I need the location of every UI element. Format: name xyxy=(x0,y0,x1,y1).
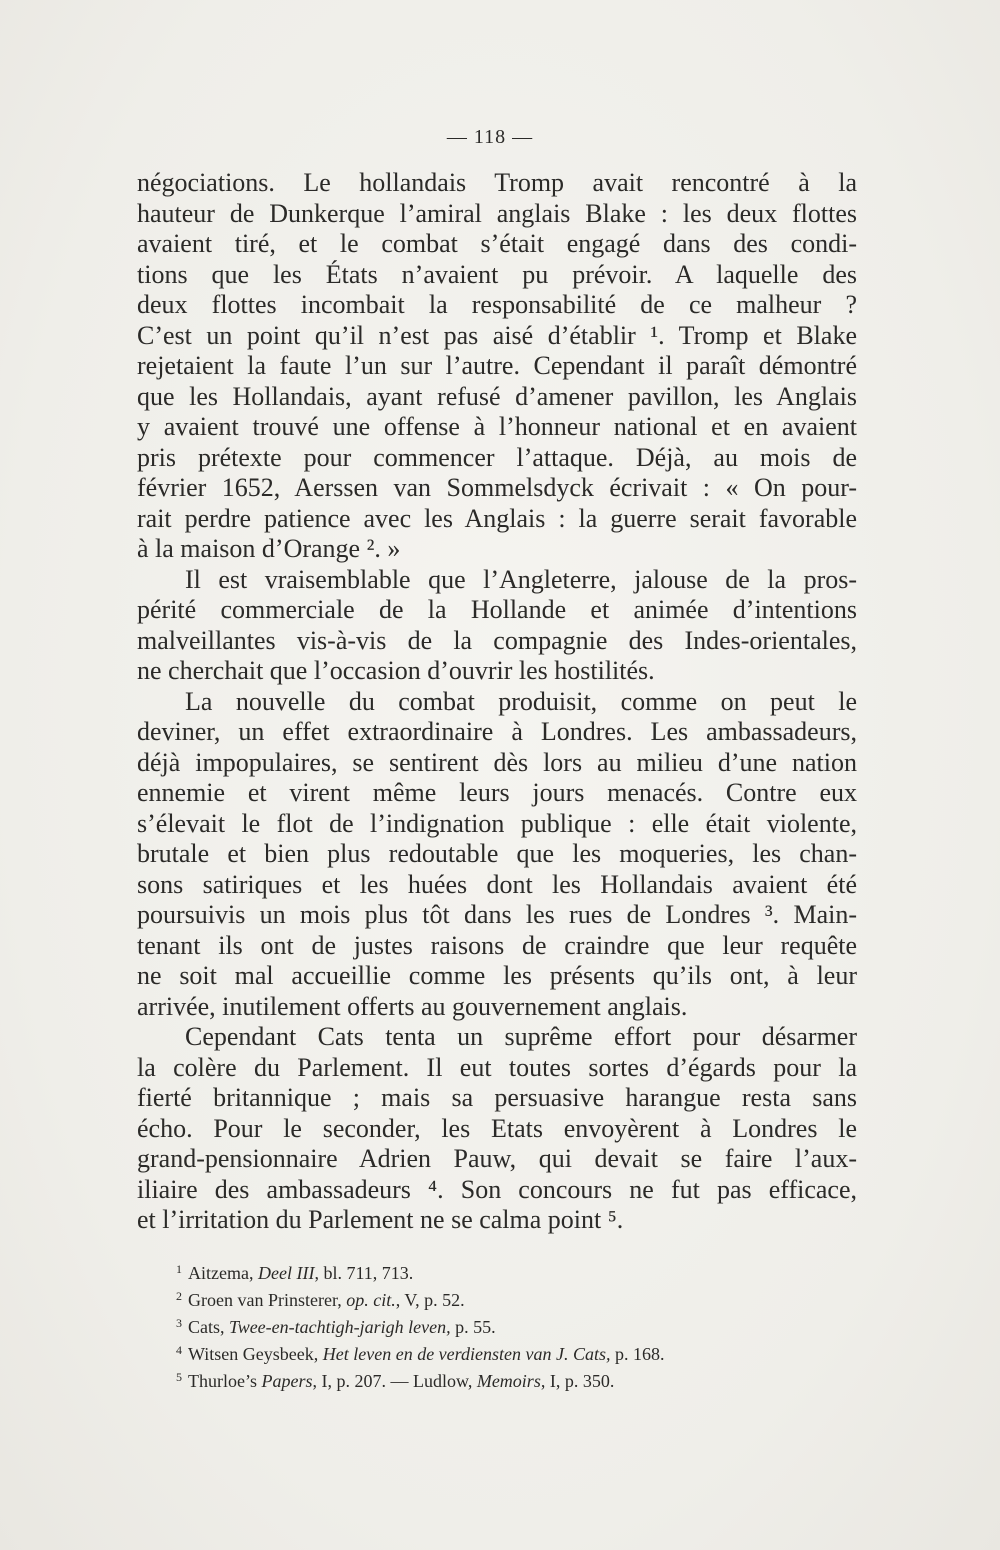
footnote-text: , V, p. 52. xyxy=(395,1290,465,1310)
footnote-text: , bl. 711, 713. xyxy=(314,1263,414,1283)
text-line: C’est un point qu’il n’est pas aisé d’établir ¹. Tromp et Blake xyxy=(137,320,857,350)
footnote-title: Deel III xyxy=(257,1263,315,1283)
text-line: Cependant Cats tenta un suprême effort pour désarmer xyxy=(185,1022,857,1051)
text-line: ne cherchait que l’occasion d’ouvrir les hostilités. xyxy=(137,656,655,685)
footnote-text: p. 168. xyxy=(610,1344,665,1364)
text-line: y avaient trouvé une offense à l’honneur national et en avaient xyxy=(137,412,857,441)
text-line: tions que les États n’avaient pu prévoir. A laquelle des xyxy=(137,259,857,289)
footnotes xyxy=(176,1260,876,1395)
text-line: sons satiriques et les huées dont les Hollandais avaient été xyxy=(137,869,857,899)
footnote-text: p. 55. xyxy=(450,1317,496,1337)
text-line: écho. Pour le seconder, les Etats envoyèrent à Londres le xyxy=(137,1113,857,1143)
footnote-text: , I, p. 350. xyxy=(540,1371,615,1391)
text-line: fierté britannique ; mais sa persuasive harangue resta sans xyxy=(137,1083,857,1112)
footnote-number: 2 xyxy=(176,1289,182,1303)
text-line: tenant ils ont de justes raisons de craindre que leur requête xyxy=(137,930,857,960)
footnote xyxy=(176,1314,876,1341)
text-line: à la maison d’Orange ². » xyxy=(137,534,401,563)
text-line: La nouvelle du combat produisit, comme on peut le xyxy=(185,686,857,716)
footnote-title: Het leven en de verdiensten van J. Cats, xyxy=(322,1344,611,1364)
text-line: que les Hollandais, ayant refusé d’amener pavillon, les Anglais xyxy=(137,381,857,411)
body-text xyxy=(137,168,857,1236)
text-line: périté commerciale de la Hollande et animée d’intentions xyxy=(137,595,857,624)
footnote-title: op. cit. xyxy=(346,1290,396,1310)
footnote xyxy=(176,1287,876,1314)
footnote-text: Thurloe’s xyxy=(188,1371,262,1391)
footnote xyxy=(176,1368,876,1395)
footnote-text: Groen van Prinsterer, xyxy=(188,1290,347,1310)
text-line: deux flottes incombait la responsabilité de ce malheur ? xyxy=(137,290,857,319)
footnote-text: Witsen Geysbeek, xyxy=(188,1344,323,1364)
text-line: arrivée, inutilement offerts au gouvernement anglais. xyxy=(137,991,688,1021)
text-line: rejetaient la faute l’un sur l’autre. Cependant il paraît démontré xyxy=(137,351,857,380)
text-line: s’élevait le flot de l’indignation publique : elle était violente, xyxy=(137,808,857,838)
text-line: grand-pensionnaire Adrien Pauw, qui devait se faire l’aux- xyxy=(137,1144,857,1173)
footnote xyxy=(176,1341,876,1368)
footnote-title: Twee-en-tachtigh-jarigh leven, xyxy=(229,1317,451,1337)
page-number: — 118 — xyxy=(446,126,534,148)
footnote-number: 3 xyxy=(176,1316,182,1330)
text-line: poursuivis un mois plus tôt dans les rues de Londres ³. Main- xyxy=(137,900,857,929)
text-line: malveillantes vis-à-vis de la compagnie des Indes-orientales, xyxy=(137,625,857,655)
text-line: février 1652, Aerssen van Sommelsdyck écrivait : « On pour- xyxy=(137,473,857,502)
footnote-text: Cats, xyxy=(188,1317,230,1337)
text-line: ne soit mal accueillie comme les présents qu’ils ont, à leur xyxy=(137,961,857,990)
text-line: Il est vraisemblable que l’Angleterre, jalouse de la pros- xyxy=(185,564,857,594)
footnote-number: 4 xyxy=(176,1343,182,1357)
footnote-title: Papers xyxy=(261,1371,313,1391)
text-line: rait perdre patience avec les Anglais : la guerre serait favorable xyxy=(137,503,857,533)
text-line: avaient tiré, et le combat s’était engagé dans des condi- xyxy=(137,229,857,258)
text-line: ennemie et virent même leurs jours menacés. Contre eux xyxy=(137,778,857,807)
text-line: iliaire des ambassadeurs ⁴. Son concours ne fut pas efficace, xyxy=(137,1174,857,1204)
footnote-text: , I, p. 207. — Ludlow, xyxy=(312,1371,477,1391)
text-line: pris prétexte pour commencer l’attaque. Déjà, au mois de xyxy=(137,442,857,472)
footnote-number: 5 xyxy=(176,1370,182,1384)
footnote-number: 1 xyxy=(176,1262,182,1276)
footnote xyxy=(176,1260,876,1287)
text-line: brutale et bien plus redoutable que les moqueries, les chan- xyxy=(137,839,857,868)
text-line: hauteur de Dunkerque l’amiral anglais Blake : les deux flottes xyxy=(137,198,857,228)
text-line: deviner, un effet extraordinaire à Londres. Les ambassadeurs, xyxy=(137,717,857,746)
text-line: négociations. Le hollandais Tromp avait rencontré à la xyxy=(137,168,857,197)
text-line: la colère du Parlement. Il eut toutes sortes d’égards pour la xyxy=(137,1052,857,1082)
footnote-title: Memoirs xyxy=(476,1371,541,1391)
text-line: et l’irritation du Parlement ne se calma point ⁵. xyxy=(137,1205,624,1234)
footnote-text: Aitzema, xyxy=(188,1263,258,1283)
text-line: déjà impopulaires, se sentirent dès lors au milieu d’une nation xyxy=(137,747,857,777)
